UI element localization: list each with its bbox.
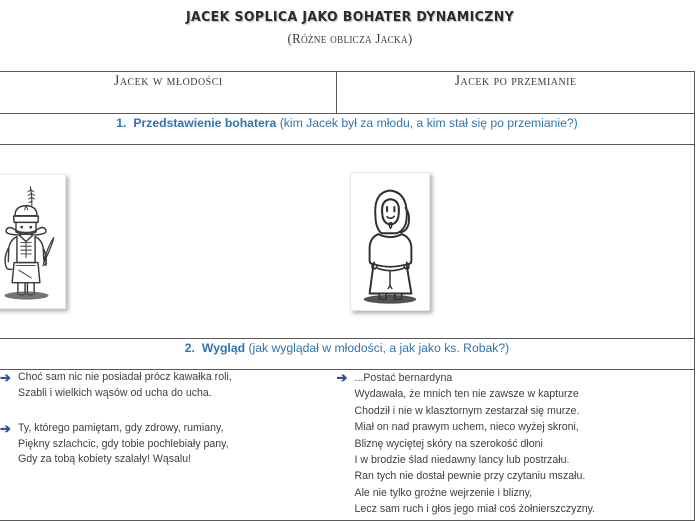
quote-line: Gdy za tobą kobiety szalały! Wąsalu! <box>18 453 192 465</box>
quote-line: Miał on nad prawym uchem, nieco wyżej skroni, <box>354 421 579 434</box>
quotes-cell-monk <box>337 370 695 521</box>
arrow-right-icon: ➔ <box>0 421 11 436</box>
section-2-row <box>0 339 695 370</box>
title-block <box>0 0 700 48</box>
table-header-row <box>0 72 695 114</box>
quote-block <box>0 421 337 468</box>
illustration-row <box>0 145 695 339</box>
quote-line: ...Postać bernardyna <box>354 372 453 384</box>
quote-line: I w brodzie ślad niedawny lancy lub postrzału. <box>354 454 570 467</box>
comparison-table <box>0 71 695 521</box>
section-1-bar <box>0 114 695 145</box>
quotes-cell-young <box>0 370 337 521</box>
young-nobleman-drawing <box>0 180 60 303</box>
arrow-right-icon: ➔ <box>0 370 11 385</box>
quote-line: Ran tych nie dostał pewnie przy czytaniu mszału. <box>354 470 586 483</box>
quote-block <box>337 370 695 518</box>
illustration-cell-young <box>0 145 337 339</box>
section-1-hint: (kim Jacek był za młodu, a kim stał się po przemianie?) <box>279 116 578 130</box>
illustration-wrap-monk <box>337 145 695 338</box>
monk-drawing <box>356 178 424 305</box>
column-header-transformed <box>337 72 695 114</box>
column-header-transformed-label: Jacek po przemianie <box>454 73 577 89</box>
column-header-young-label: Jacek w młodości <box>113 73 223 89</box>
quote-line: Chodził i nie w klasztornym zestarzał się murze. <box>354 404 580 417</box>
section-1-row <box>0 114 695 145</box>
quote-lines <box>355 370 596 518</box>
section-1-number: 1. <box>116 116 127 130</box>
section-2-hint: (jak wyglądał w młodości, a jak jako ks. Robak?) <box>248 341 510 355</box>
illustration-cell-monk <box>337 145 695 339</box>
quote-line: Wydawała, że mnich ten nie zawsze w kapturze <box>354 388 579 401</box>
quote-line: Choć sam nic nie posiadał prócz kawałka roli, <box>18 371 232 383</box>
page-subtitle: (Różne oblicza Jacka) <box>287 32 413 47</box>
section-2-bar <box>0 339 695 370</box>
monk-illustration <box>350 172 430 311</box>
arrow-right-icon: ➔ <box>336 370 348 385</box>
section-2-text <box>185 341 509 355</box>
quote-line: Szabli i wielkich wąsów od ucha do ucha. <box>18 386 212 399</box>
illustration-wrap-young <box>0 145 337 338</box>
section-2-number: 2. <box>184 341 195 355</box>
quote-line: Piękny szlachcic, gdy tobie pochlebiały pany, <box>18 437 229 450</box>
quote-line: Ty, którego pamiętam, gdy zdrowy, rumiany, <box>18 422 224 434</box>
quote-line: Bliznę wyciętej skóry na szerokość dłoni <box>354 437 543 450</box>
page-title: JACEK SOPLICA JAKO BOHATER DYNAMICZNY <box>185 9 515 25</box>
section-1-name: Przedstawienie bohatera <box>133 116 277 130</box>
young-nobleman-illustration <box>0 174 66 309</box>
quotes-row <box>0 370 695 521</box>
quote-lines <box>18 421 229 468</box>
section-1-text <box>116 116 578 130</box>
section-2-name: Wygląd <box>201 341 246 355</box>
quote-line: Lecz sam ruch i głos jego miał coś żołnierszczyzny. <box>354 503 596 516</box>
column-header-young <box>0 72 337 114</box>
quote-line: Ale nie tylko groźne wejrzenie i blizny, <box>354 486 533 499</box>
quote-lines <box>18 370 232 401</box>
quote-block <box>0 370 337 401</box>
